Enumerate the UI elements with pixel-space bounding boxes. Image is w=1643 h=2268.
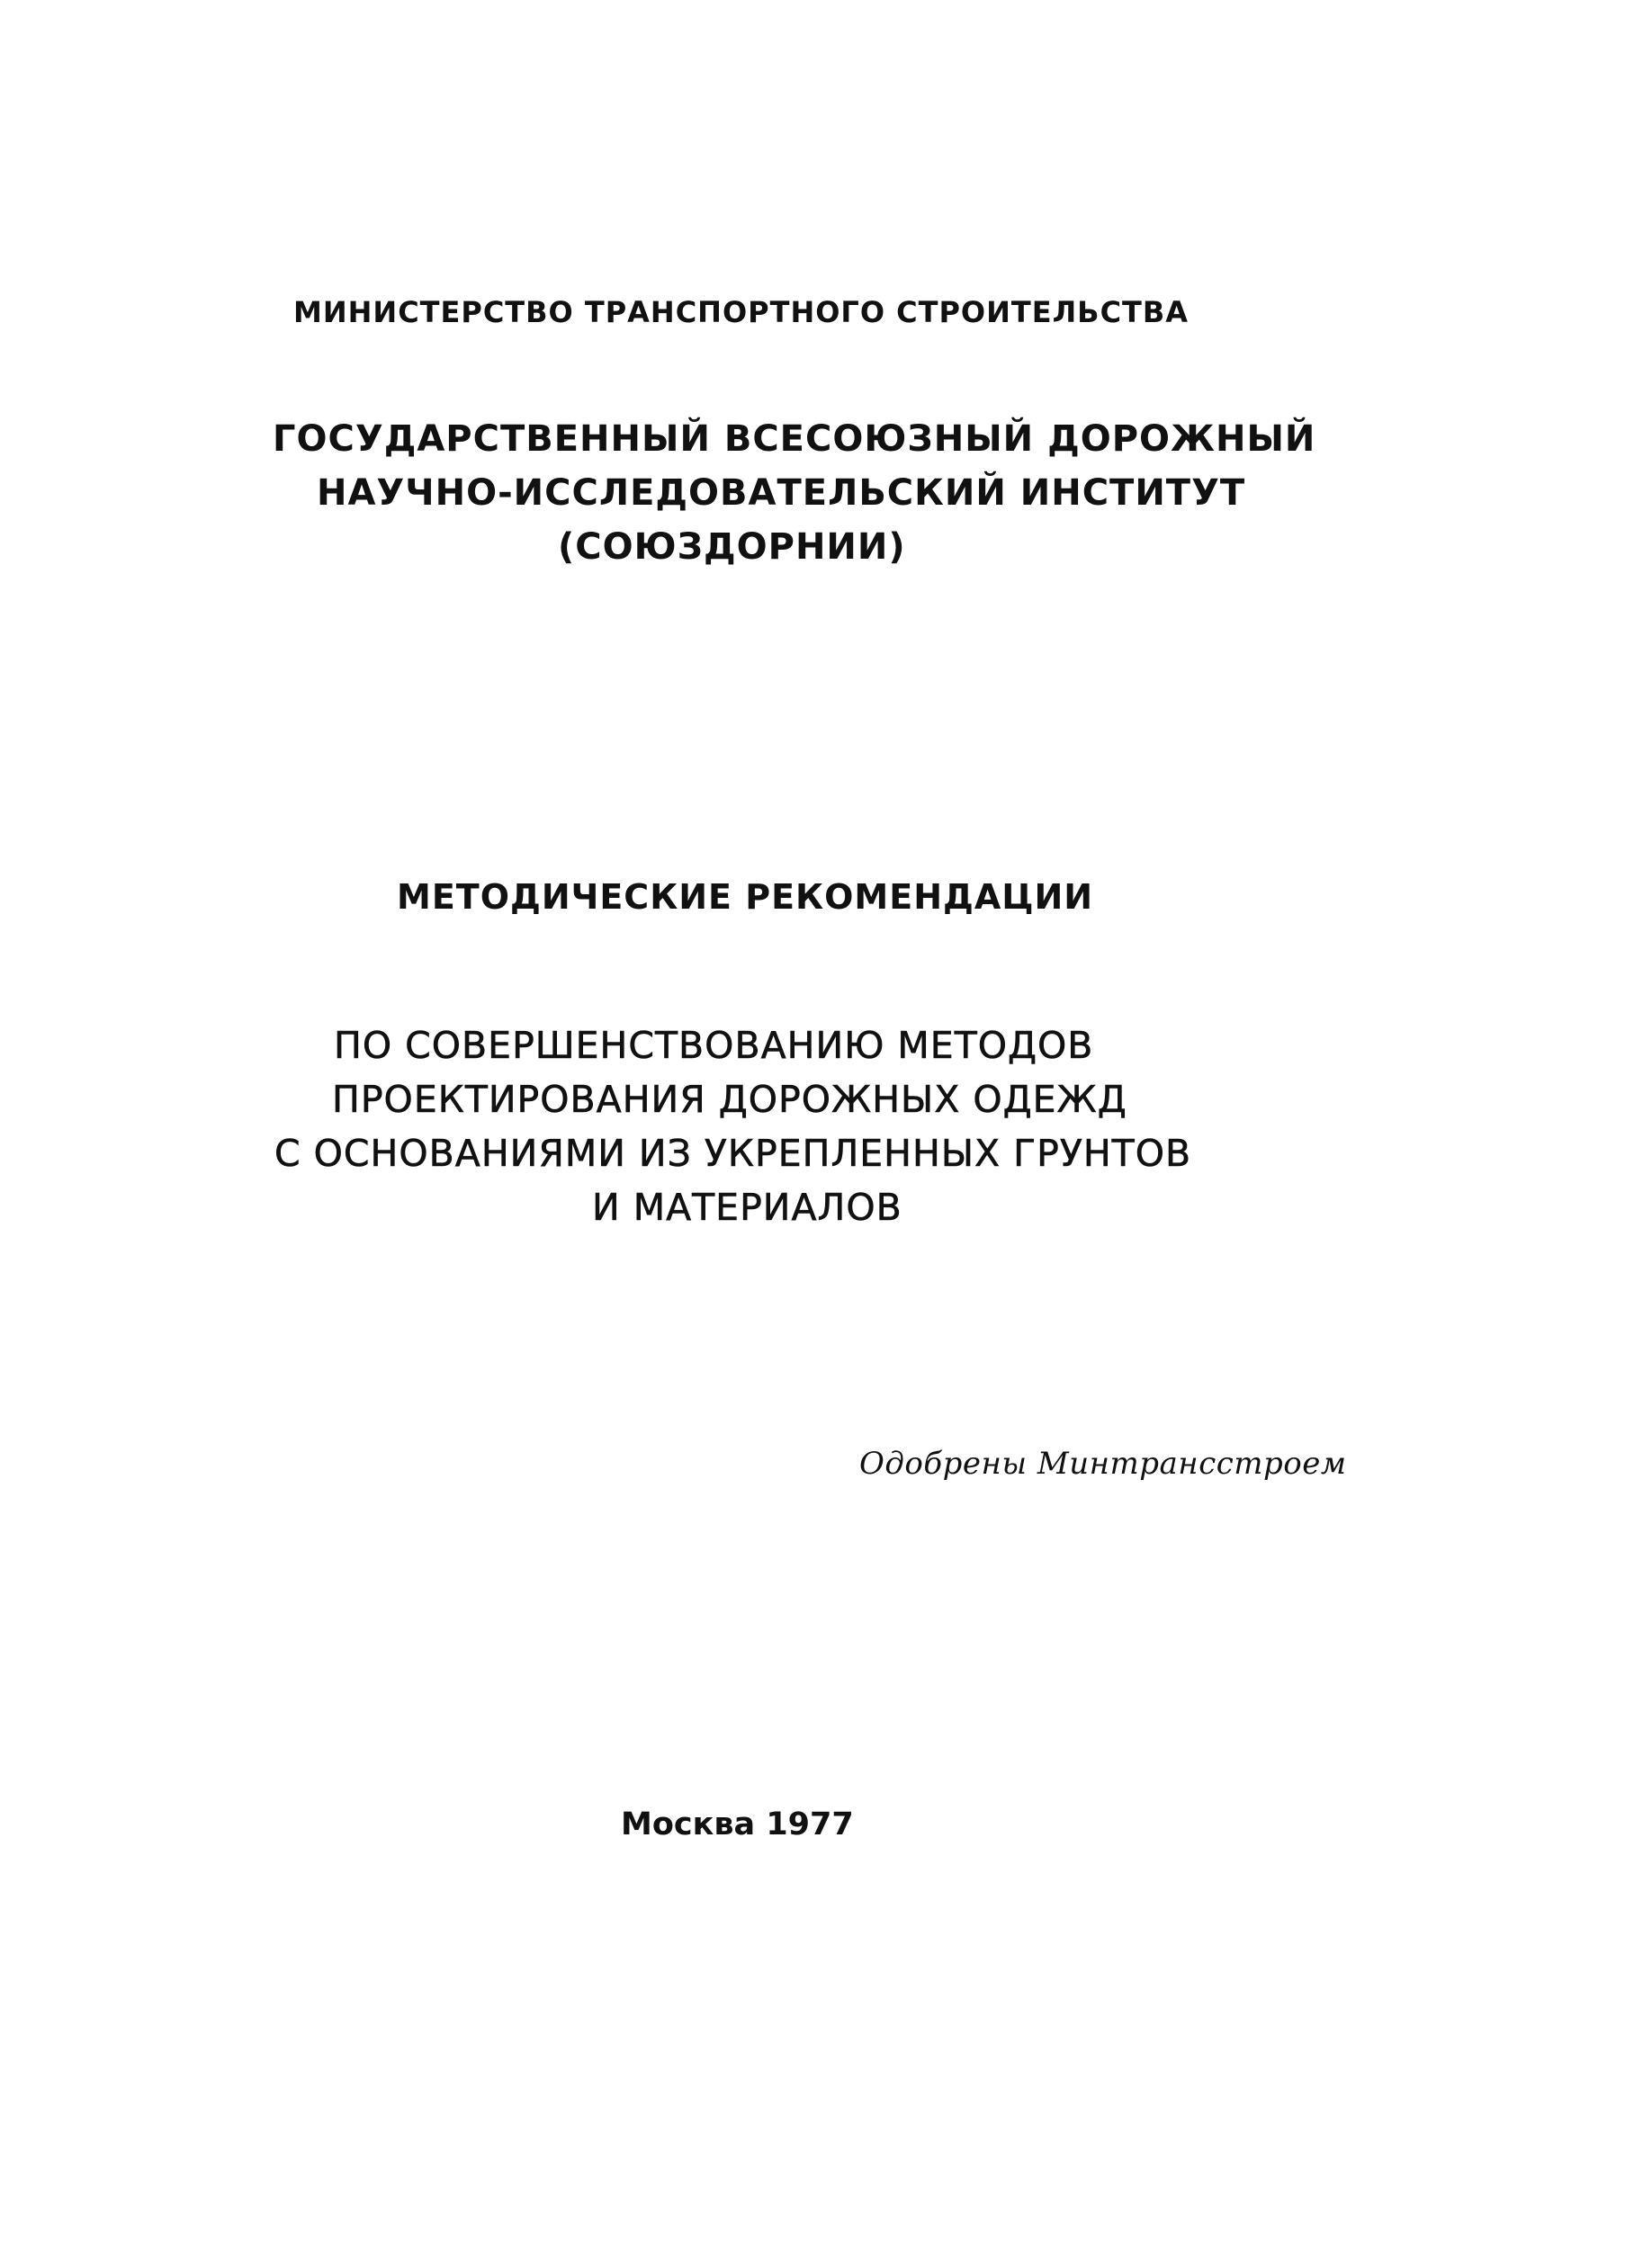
ministry-name: МИНИСТЕРСТВО ТРАНСПОРТНОГО СТРОИТЕЛЬСТВА bbox=[293, 295, 1190, 329]
approval-note: Одобрены Минтрансстроем bbox=[859, 1446, 1347, 1482]
document-title-line-4: И МАТЕРИАЛОВ bbox=[592, 1186, 902, 1229]
document-type: МЕТОДИЧЕСКИЕ РЕКОМЕНДАЦИИ bbox=[397, 877, 1094, 917]
publication-place-year: Москва 1977 bbox=[621, 1806, 854, 1842]
document-title-line-1: ПО СОВЕРШЕНСТВОВАНИЮ МЕТОДОВ bbox=[334, 1024, 1094, 1067]
institute-abbreviation: (СОЮЗДОРНИИ) bbox=[558, 526, 906, 568]
document-title-line-3: С ОСНОВАНИЯМИ ИЗ УКРЕПЛЕННЫХ ГРУНТОВ bbox=[274, 1132, 1192, 1175]
institute-name-line-1: ГОСУДАРСТВЕННЫЙ ВСЕСОЮЗНЫЙ ДОРОЖНЫЙ bbox=[273, 418, 1316, 460]
document-title-line-2: ПРОЕКТИРОВАНИЯ ДОРОЖНЫХ ОДЕЖД bbox=[332, 1078, 1127, 1121]
institute-name-line-2: НАУЧНО-ИССЛЕДОВАТЕЛЬСКИЙ ИНСТИТУТ bbox=[317, 472, 1246, 514]
